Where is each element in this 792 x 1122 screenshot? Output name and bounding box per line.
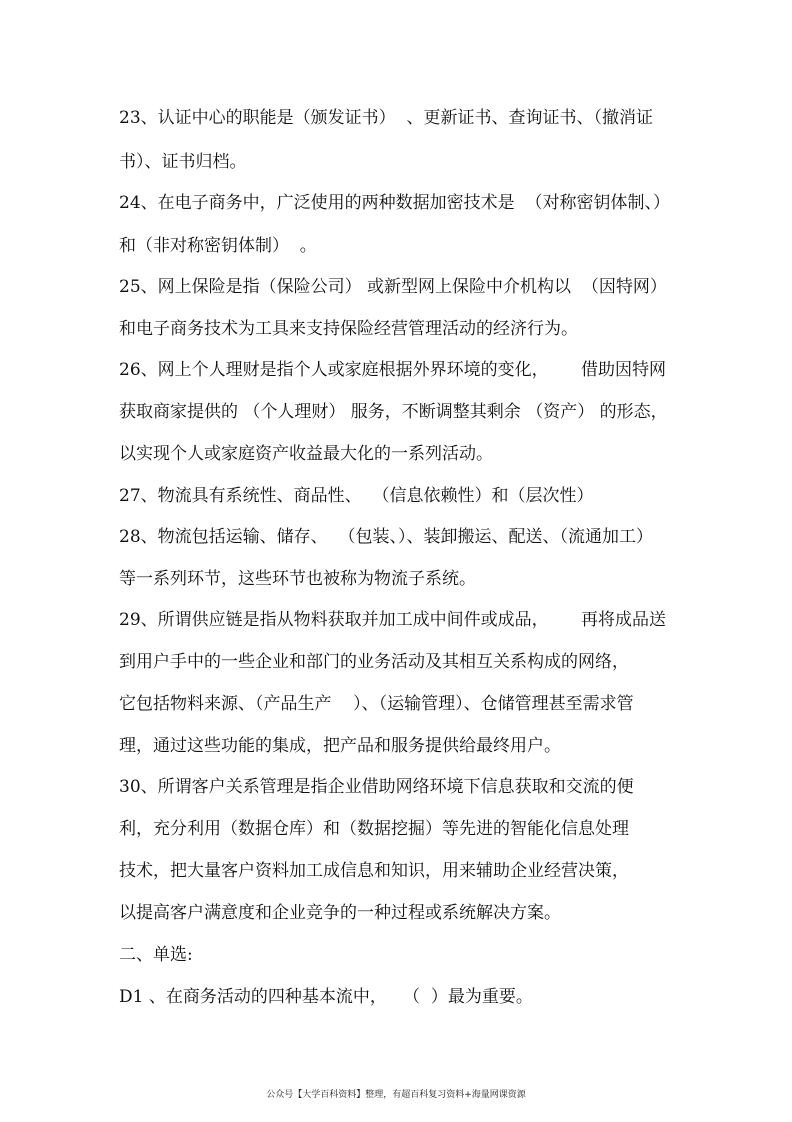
text-line-q27: 27、物流具有系统性、商品性、 （信息依赖性）和（层次性） xyxy=(119,486,594,506)
text-line-q23-b: 书）、证书归档。 xyxy=(119,152,247,172)
text-line-q26-a: 26、网上个人理财是指个人或家庭根据外界环境的变化， 借助因特网 xyxy=(119,360,667,380)
text-line-q30-b: 利，充分利用（数据仓库）和（数据挖掘）等先进的智能化信息处理 xyxy=(119,819,629,839)
text-line-q30-c: 技术，把大量客户资料加工成信息和知识，用来辅助企业经营决策， xyxy=(119,861,629,881)
text-line-q30-a: 30、所谓客户关系管理是指企业借助网络环境下信息获取和交流的便 xyxy=(119,777,634,797)
text-line-q28-a: 28、物流包括运输、储存、 （包装、）、装卸搬运、配送、（流通加工） xyxy=(119,527,653,547)
text-line-q26-c: 以实现个人或家庭资产收益最大化的一系列活动。 xyxy=(119,444,493,464)
text-line-q24-a: 24、在电子商务中，广泛使用的两种数据加密技术是 （对称密钥体制、） xyxy=(119,193,670,213)
text-line-q23-a: 23、认证中心的职能是（颁发证书） 、更新证书、查询证书、（撤消证 xyxy=(119,108,653,128)
section-heading-single-choice: 二、单选: xyxy=(119,945,193,965)
text-line-q24-b: 和（非对称密钥体制） 。 xyxy=(119,236,317,256)
text-line-q29-a: 29、所谓供应链是指从物料获取并加工成中间件或成品， 再将成品送 xyxy=(119,610,667,630)
text-line-d1: D1 、在商务活动的四种基本流中， （ ）最为重要。 xyxy=(119,987,533,1007)
text-line-q29-c: 它包括物料来源、（产品生产 ）、（运输管理）、仓储管理甚至需求管 xyxy=(119,694,634,714)
text-line-q30-d: 以提高客户满意度和企业竞争的一种过程或系统解决方案。 xyxy=(119,903,561,923)
text-line-q25-b: 和电子商务技术为工具来支持保险经营管理活动的经济行为。 xyxy=(119,319,578,339)
text-line-q26-b: 获取商家提供的 （个人理财） 服务，不断调整其剩余 （资产） 的形态， xyxy=(119,402,668,422)
text-line-q28-b: 等一系列环节，这些环节也被称为物流子系统。 xyxy=(119,569,476,589)
text-line-q29-b: 到用户手中的一些企业和部门的业务活动及其相互关系构成的网络， xyxy=(119,652,629,672)
text-line-q29-d: 理，通过这些功能的集成，把产品和服务提供给最终用户。 xyxy=(119,736,561,756)
page-footer: 公众号【大学百科资料】整理，有超百科复习资料+海量网课资源 xyxy=(266,1090,526,1100)
text-line-q25-a: 25、网上保险是指（保险公司） 或新型网上保险中介机构以 （因特网） xyxy=(119,277,667,297)
